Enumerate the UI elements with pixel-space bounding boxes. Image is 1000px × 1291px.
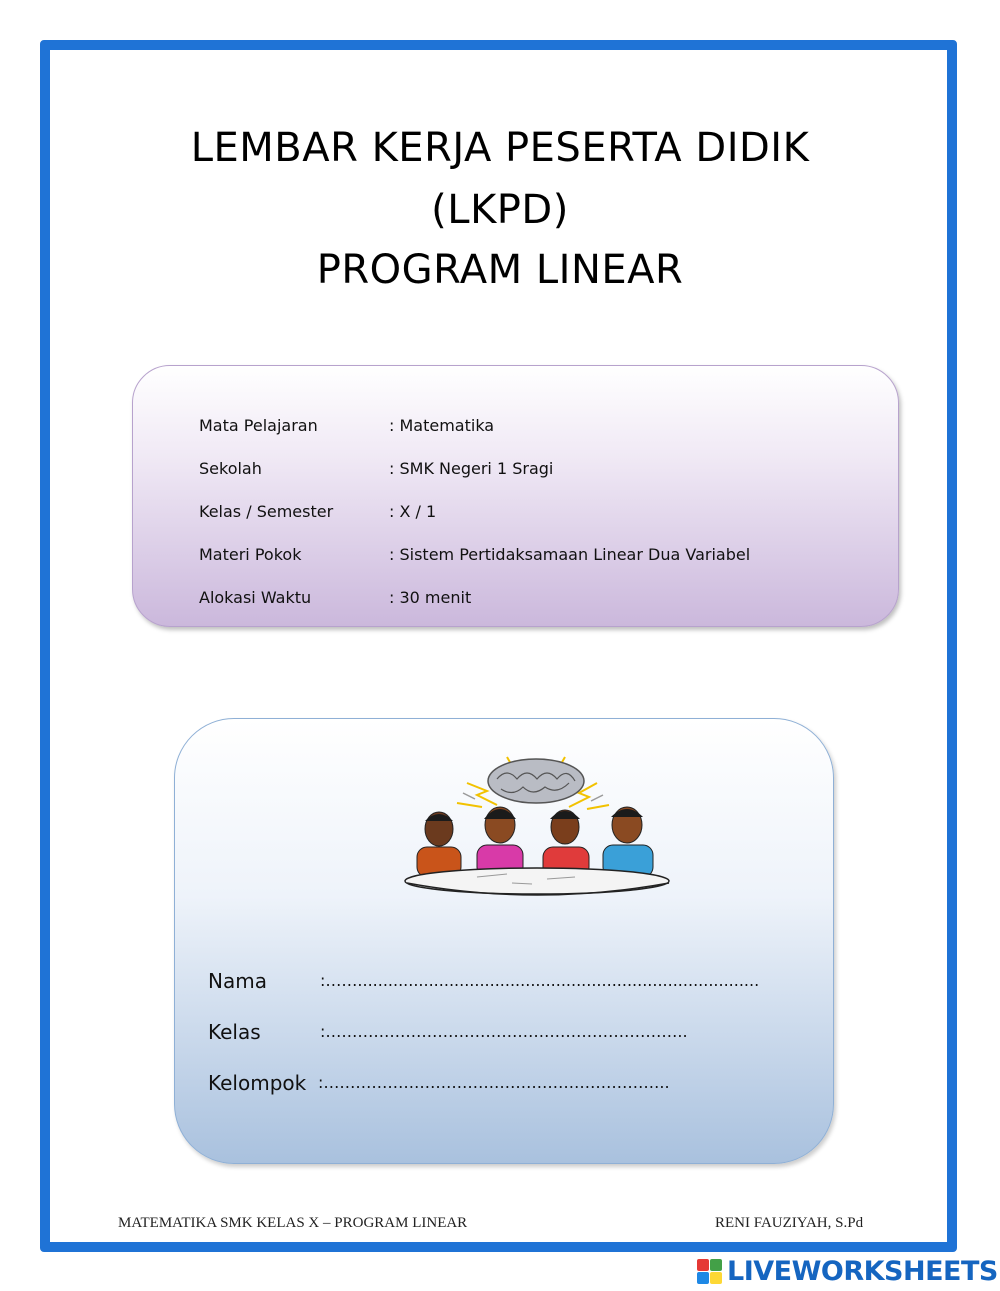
liveworksheets-wordmark: LIVEWORKSHEETS (727, 1256, 998, 1287)
title-line-1: LEMBAR KERJA PESERTA DIDIK (190, 125, 810, 171)
class-label: Kelas (208, 1020, 261, 1044)
footer-author: RENI FAUZIYAH, S.Pd (715, 1215, 864, 1231)
group-discussion-image (397, 743, 675, 899)
student-identity-box (174, 718, 834, 1164)
liveworksheets-icon (697, 1259, 723, 1285)
info-value: : X / 1 (389, 502, 437, 521)
title-line-3: PROGRAM LINEAR (316, 247, 684, 293)
title-line-2: (LKPD) (431, 187, 569, 233)
group-label: Kelompok (208, 1071, 307, 1095)
info-label: Kelas / Semester (199, 502, 334, 521)
name-label: Nama (208, 969, 267, 993)
class-input-line[interactable]: :………………………………………………………….. (320, 1022, 688, 1041)
liveworksheets-logo[interactable] (697, 1256, 998, 1287)
info-value: : 30 menit (389, 588, 472, 607)
info-value: : Sistem Pertidaksamaan Linear Dua Variabel (389, 545, 751, 564)
group-input-line[interactable]: :……………………………………………………….. (318, 1073, 670, 1092)
footer-course: MATEMATIKA SMK KELAS X – PROGRAM LINEAR (118, 1215, 468, 1231)
info-label: Mata Pelajaran (199, 416, 318, 435)
info-label: Sekolah (199, 459, 262, 478)
subject-info-box (132, 365, 899, 627)
info-label: Materi Pokok (199, 545, 302, 564)
name-input-line[interactable]: :……............................................................................... (320, 971, 760, 990)
info-value: : Matematika (389, 416, 495, 435)
info-value: : SMK Negeri 1 Sragi (389, 459, 554, 478)
info-label: Alokasi Waktu (199, 588, 312, 607)
